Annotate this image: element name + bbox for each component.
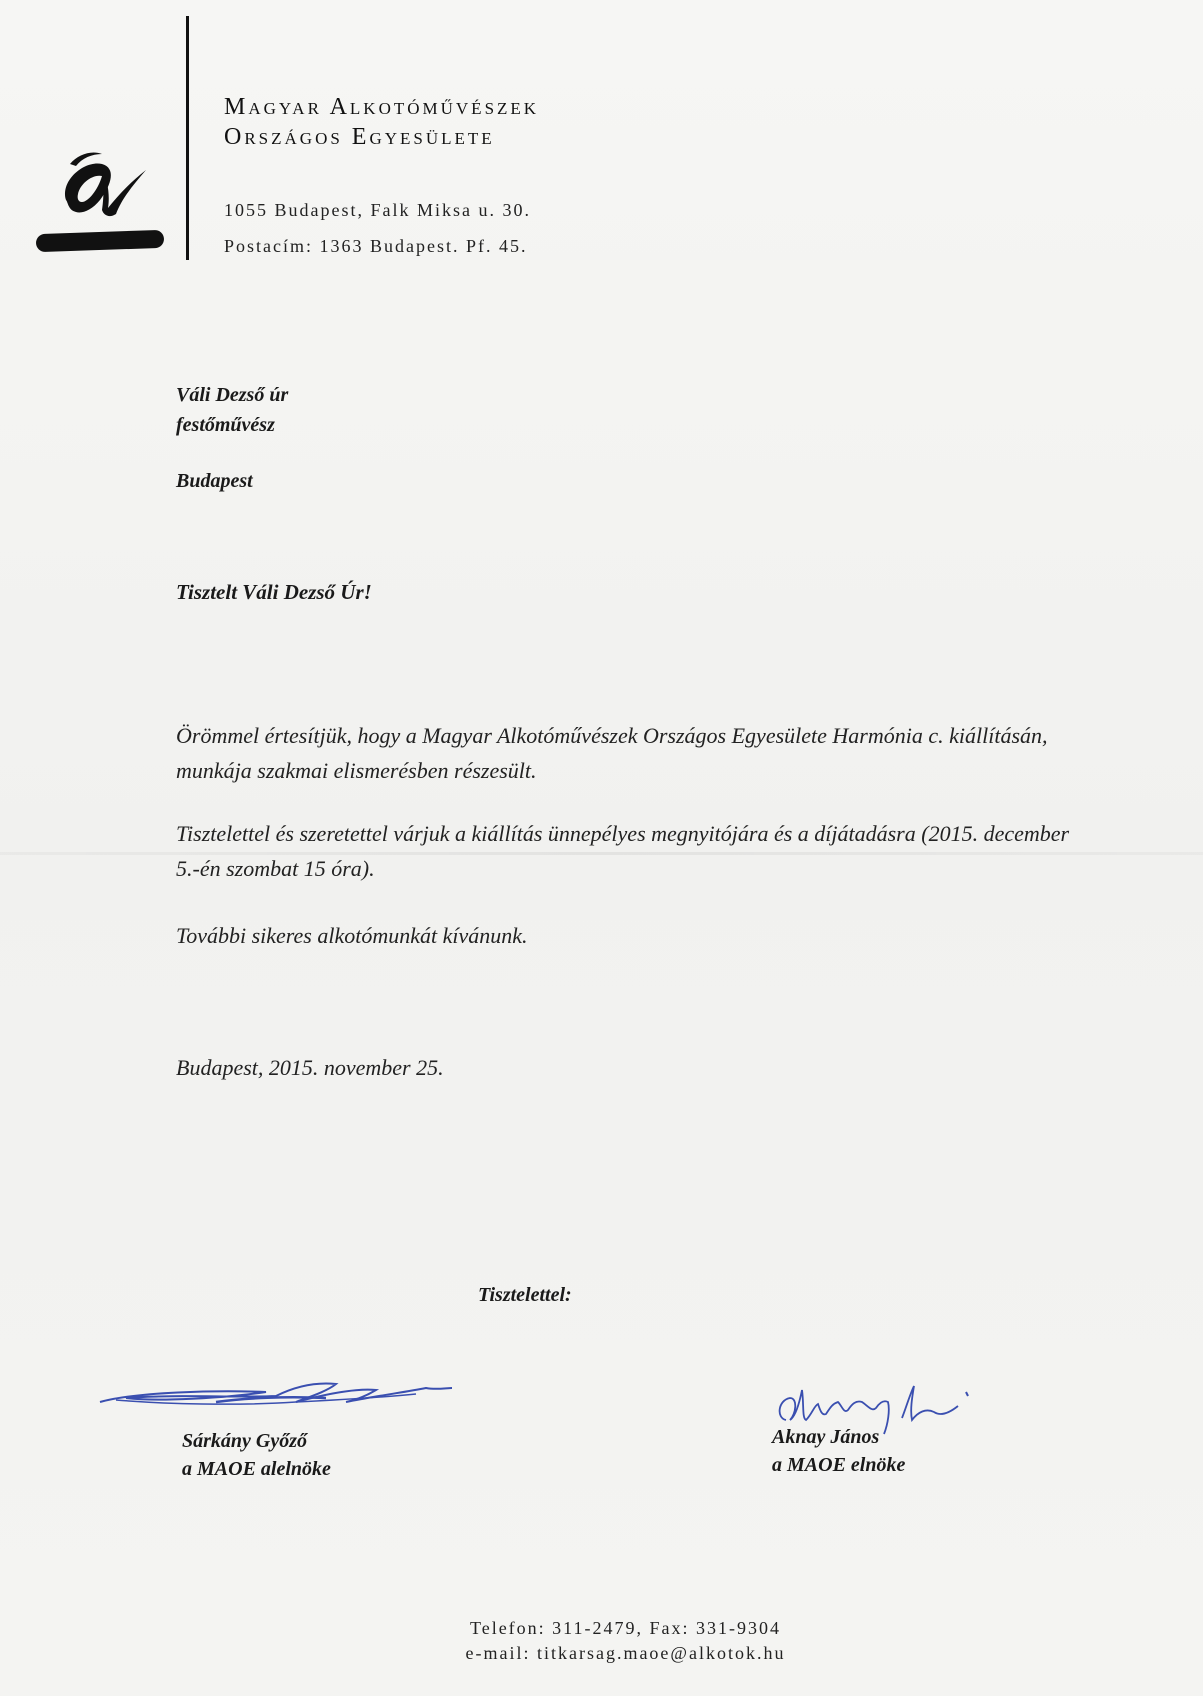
recipient-title: festőművész <box>176 414 275 436</box>
body-paragraph-notification: Örömmel értesítjük, hogy a Magyar Alkotóművészek Országos Egyesülete Harmónia c. kiállításán, munkája szakmai elismerésben részesült. <box>176 723 1048 783</box>
letter-date: Budapest, 2015. november 25. <box>176 1055 444 1080</box>
body-paragraph-invitation: Tisztelettel és szeretettel várjuk a kiállítás ünnepélyes megnyitójára és a díjátadásra (2015. december 5.-én szombat 15 óra). <box>176 821 1070 881</box>
signatory-right-name: Aknay János <box>772 1426 880 1448</box>
street-address: 1055 Budapest, Falk Miksa u. 30. <box>224 200 531 220</box>
stylized-a-logo-icon <box>30 140 170 260</box>
footer-phone-fax: Telefon: 311-2479, Fax: 331-9304 <box>469 1618 782 1638</box>
signatory-right-role: a MAOE elnöke <box>772 1454 906 1476</box>
postal-address: Postacím: 1363 Budapest. Pf. 45. <box>224 236 528 256</box>
body-paragraph-wishes: További sikeres alkotómunkát kívánunk. <box>176 923 528 948</box>
signatory-left-name: Sárkány Győző <box>182 1430 308 1452</box>
organization-name-line1: Magyar Alkotóművészek <box>224 94 540 120</box>
recipient-city: Budapest <box>176 470 253 492</box>
organization-name-line2: Országos Egyesülete <box>224 124 495 150</box>
letterhead-divider <box>186 16 189 260</box>
footer-email: e-mail: titkarsag.maoe@alkotok.hu <box>465 1643 786 1663</box>
signatory-left-role: a MAOE alelnöke <box>182 1458 331 1480</box>
handwritten-signature-icon <box>96 1368 456 1418</box>
recipient-name: Váli Dezső úr <box>176 384 289 406</box>
closing-phrase: Tisztelettel: <box>478 1284 572 1306</box>
salutation: Tisztelt Váli Dezső Úr! <box>176 580 372 604</box>
